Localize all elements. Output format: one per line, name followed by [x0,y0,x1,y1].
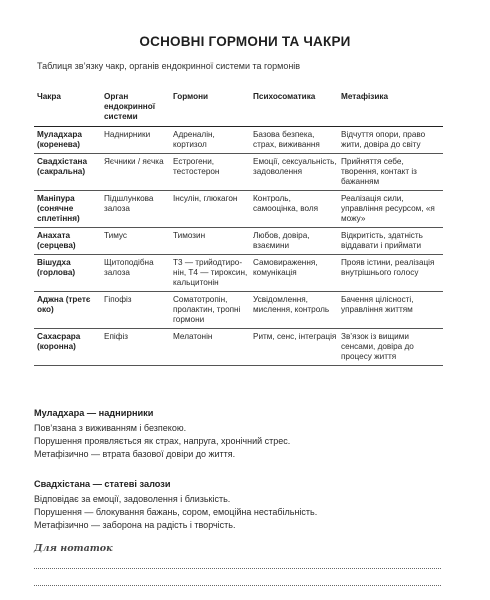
cell-hormones: Адреналін, кортизол [171,127,251,154]
cell-organ: Тимус [102,228,171,255]
cell-chakra: Вішудха (горлова) [34,255,102,292]
cell-organ: Епіфіз [102,329,171,366]
cell-chakra: Свадхістана (сакральна) [34,154,102,191]
cell-organ: Наднирники [102,127,171,154]
cell-metaphysics: Відкритість, здатність віддавати і приймати [339,228,443,255]
cell-organ: Підшлункова залоза [102,191,171,228]
table-header-row [34,86,443,127]
section-line: Відповідає за емоції, задоволення і близькість. [34,494,231,504]
table-row [34,228,443,255]
cell-psychosomatics: Самовираження, комунікація [251,255,339,292]
cell-chakra: Маніпура (сонячне сплетіння) [34,191,102,228]
notes-title: Для нотаток [34,543,113,554]
cell-psychosomatics: Емоції, сексуальність, задоволення [251,154,339,191]
cell-hormones: Естрогени, тестостерон [171,154,251,191]
section-heading: Свадхістана — статеві залози [34,479,171,489]
cell-hormones: Тимозин [171,228,251,255]
section-line: Порушення — блокування бажань, сором, емоційна нестабільність. [34,507,318,518]
notes-line [34,568,441,569]
section-line: Порушення проявляється як страх, напруга, хронічний стрес. [34,436,291,447]
header-organ: Орган ендокринної системи [102,86,171,127]
cell-metaphysics: Зв’язок із вищими сенсами, довіра до процесу життя [339,329,443,366]
table-row [34,292,443,329]
cell-metaphysics: Прояв істини, реалізація внутрішнього голосу [339,255,443,292]
cell-chakra: Муладхара (коренева) [34,127,102,154]
table-row [34,329,443,366]
cell-organ: Яєчники / яєчка [102,154,171,191]
cell-psychosomatics: Контроль, самооцінка, воля [251,191,339,228]
table-row [34,127,443,154]
table-row [34,154,443,191]
table-row [34,191,443,228]
header-metaphysics: Метафізика [339,86,443,127]
cell-organ: Гіпофіз [102,292,171,329]
notes-line [34,585,441,586]
section-line: Метафізично — заборона на радість і творчість. [34,520,236,531]
cell-metaphysics: Відчуття опори, право жити, довіра до світу [339,127,443,154]
header-psychosomatics: Психосоматика [251,86,339,127]
cell-metaphysics: Прийняття себе, творення, контакт із бажанням [339,154,443,191]
section-heading: Муладхара — наднирники [34,408,154,418]
table-caption: Таблиця зв’язку чакр, органів ендокринної системи та гормонів [37,61,301,71]
cell-psychosomatics: Базова безпека, страх, виживання [251,127,339,154]
header-chakra: Чакра [34,86,102,127]
section-line: Метафізично — втрата базової довіри до життя. [34,449,236,460]
section-line: Пов’язана з виживанням і безпекою. [34,423,187,433]
chakra-hormone-table [34,86,443,366]
cell-hormones: Інсулін, глюкагон [171,191,251,228]
cell-psychosomatics: Любов, довіра, взаємини [251,228,339,255]
section-svadhisthana [34,479,317,533]
cell-metaphysics: Бачення цілісності, управління життям [339,292,443,329]
cell-chakra: Анахата (серцева) [34,228,102,255]
section-muladhara [34,408,290,462]
cell-hormones: Соматотропін, пролактин, тропні гормони [171,292,251,329]
cell-organ: Щитоподібна залоза [102,255,171,292]
cell-chakra: Аджна (третє око) [34,292,102,329]
cell-psychosomatics: Усвідомлення, мислення, контроль [251,292,339,329]
cell-hormones: Мелатонін [171,329,251,366]
cell-psychosomatics: Ритм, сенс, інтеграція [251,329,339,366]
header-hormones: Гормони [171,86,251,127]
table-row [34,255,443,292]
cell-hormones: Т3 — трийодтиро-нін, Т4 — тироксин, кальцитонін [171,255,251,292]
cell-chakra: Сахасрара (коронна) [34,329,102,366]
cell-metaphysics: Реалізація сили, управління ресурсом, «я можу» [339,191,443,228]
page-title: ОСНОВНІ ГОРМОНИ ТА ЧАКРИ [139,34,351,49]
